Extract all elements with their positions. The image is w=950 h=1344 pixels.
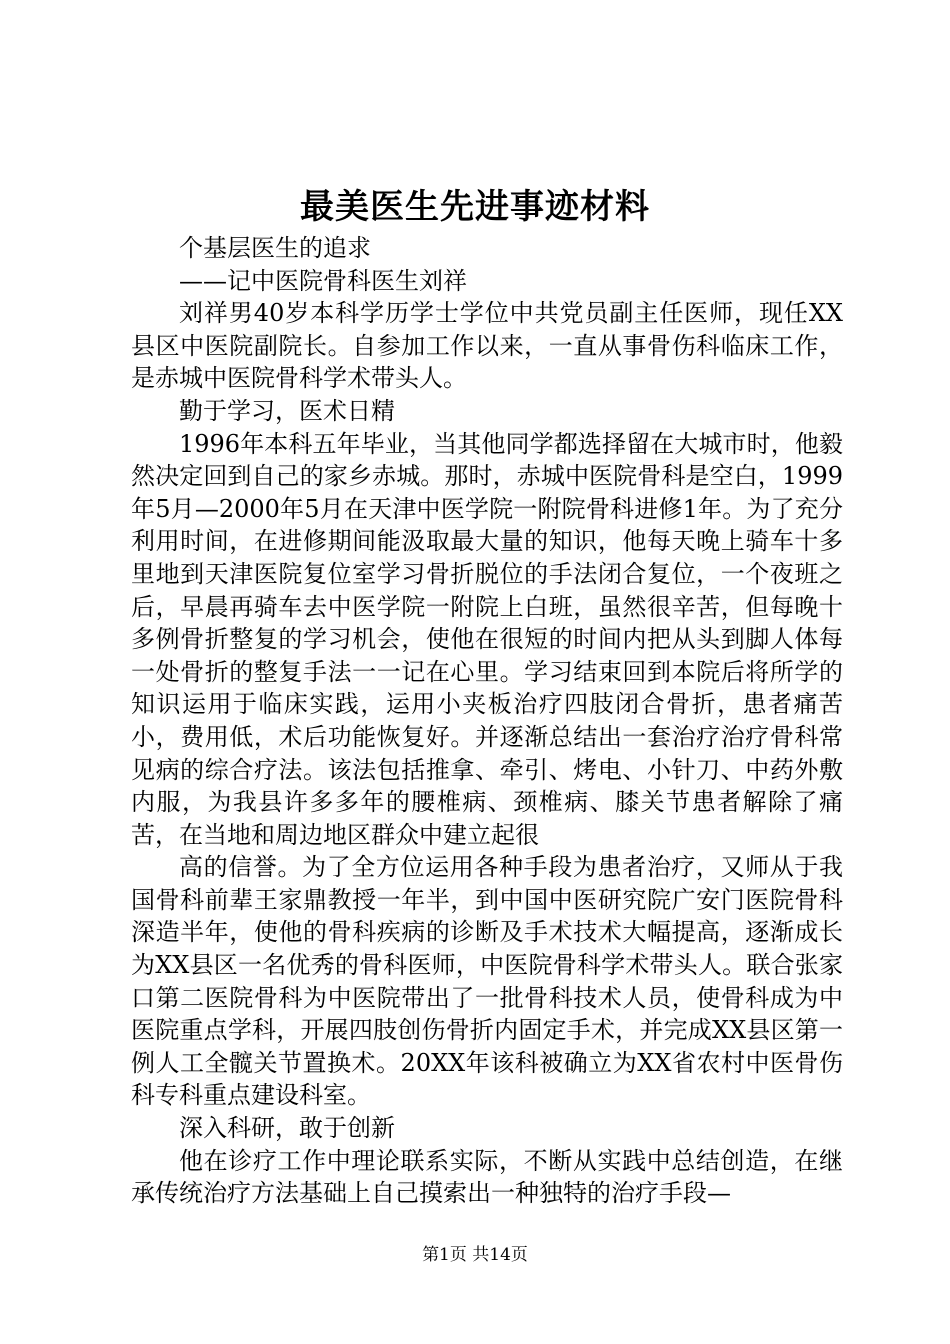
reputation-paragraph: 高的信誉。为了全方位运用各种手段为患者治疗，又师从于我国骨科前辈王家鼎教授一年半，到中国中医研究院广安门医院骨科深造半年，使他的骨科疾病的诊断及手术技术大幅提高，逐渐成长为XX县区一名优秀的骨科医师，中医院骨科学术带头人。联合张家口第二医院骨科为中医院带出了一批骨科技术人员，使骨科成为中医院重点学科，开展四肢创伤骨折内固定手术，并完成XX县区第一例人工全髋关节置换术。20XX年该科被确立为XX省农村中医骨伤科专科重点建设科室。: [131, 853, 843, 1110]
document-title: 最美医生先进事迹材料: [300, 187, 650, 227]
subtitle-byline: ——记中医院骨科医生刘祥: [179, 266, 467, 295]
section-heading-research: 深入科研，敢于创新: [179, 1114, 395, 1143]
subtitle-heading: 个基层医生的追求: [179, 234, 371, 262]
page-footer: 第1页 共14页: [422, 1245, 528, 1265]
research-paragraph: 他在诊疗工作中理论联系实际，不断从实践中总结创造，在继承传统治疗方法基础上自己摸索出一种独特的治疗手段—: [131, 1146, 843, 1208]
intro-paragraph: 刘祥男40岁本科学历学士学位中共党员副主任医师，现任XX县区中医院副院长。自参加工作以来，一直从事骨伤科临床工作，是赤城中医院骨科学术带头人。: [131, 299, 843, 393]
document-body: [131, 232, 843, 1210]
section-heading-study: 勤于学习，医术日精: [179, 396, 395, 425]
study-paragraph: 1996年本科五年毕业，当其他同学都选择留在大城市时，他毅然决定回到自己的家乡赤城。那时，赤城中医院骨科是空白，1999年5月—2000年5月在天津中医学院一附院骨科进修1年。为了充分利用时间，在进修期间能汲取最大量的知识，他每天晚上骑车十多里地到天津医院复位室学习骨折脱位的手法闭合复位，一个夜班之后，早晨再骑车去中医学院一附院上白班，虽然很辛苦，但每晚十多例骨折整复的学习机会，使他在很短的时间内把从头到脚人体每一处骨折的整复手法一一记在心里。学习结束回到本院后将所学的知识运用于临床实践，运用小夹板治疗四肢闭合骨折，患者痛苦小，费用低，术后功能恢复好。并逐渐总结出一套治疗治疗骨科常见病的综合疗法。该法包括推拿、牵引、烤电、小针刀、中药外敷内服，为我县许多多年的腰椎病、颈椎病、膝关节患者解除了痛苦，在当地和周边地区群众中建立起很: [131, 429, 843, 849]
